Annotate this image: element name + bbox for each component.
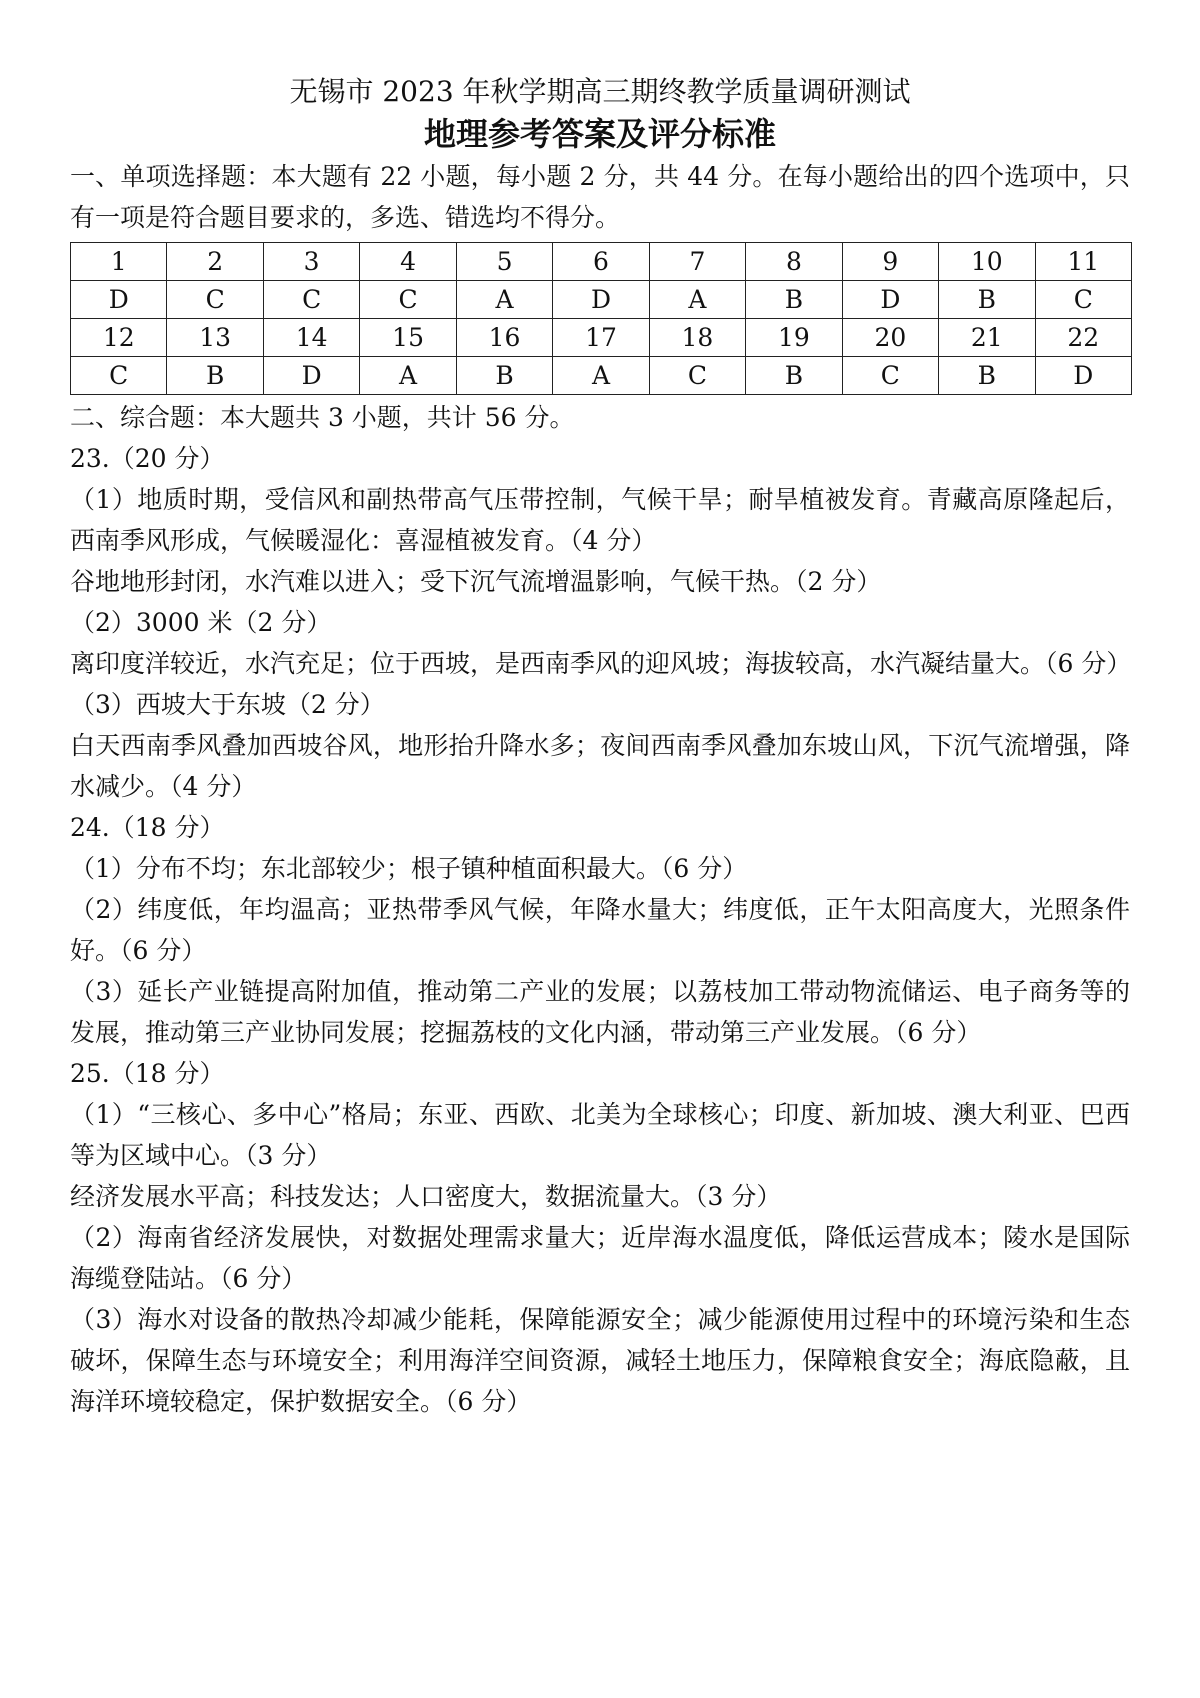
answer-cell: D (71, 281, 167, 319)
answer-line: （1）“三核心、多中心”格局；东亚、西欧、北美为全球核心；印度、新加坡、澳大利亚、巴西等为区域中心。（3 分） (70, 1100, 1130, 1170)
answer-cell: D (263, 357, 359, 395)
question-number-cell: 18 (649, 319, 745, 357)
section2-answers (70, 438, 1130, 1422)
answer-line: （1）分布不均；东北部较少；根子镇种植面积最大。（6 分） (70, 854, 748, 883)
answer-line: （2）海南省经济发展快，对数据处理需求量大；近岸海水温度低，降低运营成本；陵水是国际海缆登陆站。（6 分） (70, 1223, 1130, 1293)
question-number-cell: 22 (1035, 319, 1131, 357)
answer-cell: C (360, 281, 456, 319)
answer-line: 谷地地形封闭，水汽难以进入；受下沉气流增温影响，气候干热。（2 分） (70, 567, 882, 596)
answer-cell: C (167, 281, 263, 319)
question-number-cell: 16 (456, 319, 552, 357)
question-number-cell: 13 (167, 319, 263, 357)
answer-line: （2）3000 米（2 分） (70, 608, 332, 637)
question-number-cell: 10 (939, 243, 1035, 281)
answer-cell: A (456, 281, 552, 319)
section1-intro: 一、单项选择题：本大题有 22 小题，每小题 2 分，共 44 分。在每小题给出的四个选项中，只有一项是符合题目要求的，多选、错选均不得分。 (70, 162, 1130, 232)
answer-cell: A (649, 281, 745, 319)
document-title: 无锡市 2023 年秋学期高三期终教学质量调研测试 (289, 75, 911, 108)
answer-cell: D (842, 281, 938, 319)
answer-cell: B (456, 357, 552, 395)
answer-line: （2）纬度低，年均温高；亚热带季风气候，年降水量大；纬度低，正午太阳高度大，光照条件好。（6 分） (70, 895, 1130, 965)
question-number-cell: 1 (71, 243, 167, 281)
answer-cell: B (746, 281, 842, 319)
answer-cell: D (553, 281, 649, 319)
question-number-cell: 2 (167, 243, 263, 281)
question-number-cell: 15 (360, 319, 456, 357)
answer-cell: A (553, 357, 649, 395)
question-number-cell: 4 (360, 243, 456, 281)
question-number-row (71, 319, 1132, 357)
question-number-cell: 11 (1035, 243, 1131, 281)
answer-cell: C (1035, 281, 1131, 319)
answer-cell: C (263, 281, 359, 319)
document-subtitle: 地理参考答案及评分标准 (423, 115, 776, 153)
answer-cell: C (842, 357, 938, 395)
answer-line: 白天西南季风叠加西坡谷风，地形抬升降水多；夜间西南季风叠加东坡山风，下沉气流增强，降水减少。（4 分） (70, 731, 1130, 801)
question-number-cell: 8 (746, 243, 842, 281)
question-number-cell: 14 (263, 319, 359, 357)
answer-line: （3）海水对设备的散热冷却减少能耗，保障能源安全；减少能源使用过程中的环境污染和生态破坏，保障生态与环境安全；利用海洋空间资源，减轻土地压力，保障粮食安全；海底隐蔽，且海洋环境较稳定，保护数据安全。（6 分） (70, 1305, 1130, 1416)
answer-cell: B (167, 357, 263, 395)
question-number-cell: 20 (842, 319, 938, 357)
question-number-cell: 3 (263, 243, 359, 281)
document-page (70, 72, 1130, 1422)
answer-table (70, 242, 1132, 395)
answer-line: （3）西坡大于东坡（2 分） (70, 690, 385, 719)
answer-line: 经济发展水平高；科技发达；人口密度大，数据流量大。（3 分） (70, 1182, 782, 1211)
question-number-cell: 9 (842, 243, 938, 281)
question-number-cell: 5 (456, 243, 552, 281)
answer-line: （3）延长产业链提高附加值，推动第二产业的发展；以荔枝加工带动物流储运、电子商务等的发展，推动第三产业协同发展；挖掘荔枝的文化内涵，带动第三产业发展。（6 分） (70, 977, 1130, 1047)
answer-line: （1）地质时期，受信风和副热带高气压带控制，气候干旱；耐旱植被发育。青藏高原隆起后，西南季风形成，气候暖湿化：喜湿植被发育。（4 分） (70, 485, 1130, 555)
answer-cell: A (360, 357, 456, 395)
answer-cell: C (71, 357, 167, 395)
answer-cell: C (649, 357, 745, 395)
question-number-cell: 12 (71, 319, 167, 357)
question-number-row (71, 243, 1132, 281)
question-number-cell: 21 (939, 319, 1035, 357)
question-number-cell: 19 (746, 319, 842, 357)
answer-cell: B (939, 281, 1035, 319)
answer-row (71, 357, 1132, 395)
answer-cell: B (746, 357, 842, 395)
answer-cell: B (939, 357, 1035, 395)
question-number-cell: 17 (553, 319, 649, 357)
answer-line: 23.（20 分） (70, 444, 225, 473)
answer-line: 25.（18 分） (70, 1059, 225, 1088)
question-number-cell: 7 (649, 243, 745, 281)
answer-line: 24.（18 分） (70, 813, 225, 842)
section2-intro: 二、综合题：本大题共 3 小题，共计 56 分。 (70, 403, 575, 432)
answer-row (71, 281, 1132, 319)
answer-line: 离印度洋较近，水汽充足；位于西坡，是西南季风的迎风坡；海拔较高，水汽凝结量大。（6 分） (70, 649, 1132, 678)
question-number-cell: 6 (553, 243, 649, 281)
answer-cell: D (1035, 357, 1131, 395)
